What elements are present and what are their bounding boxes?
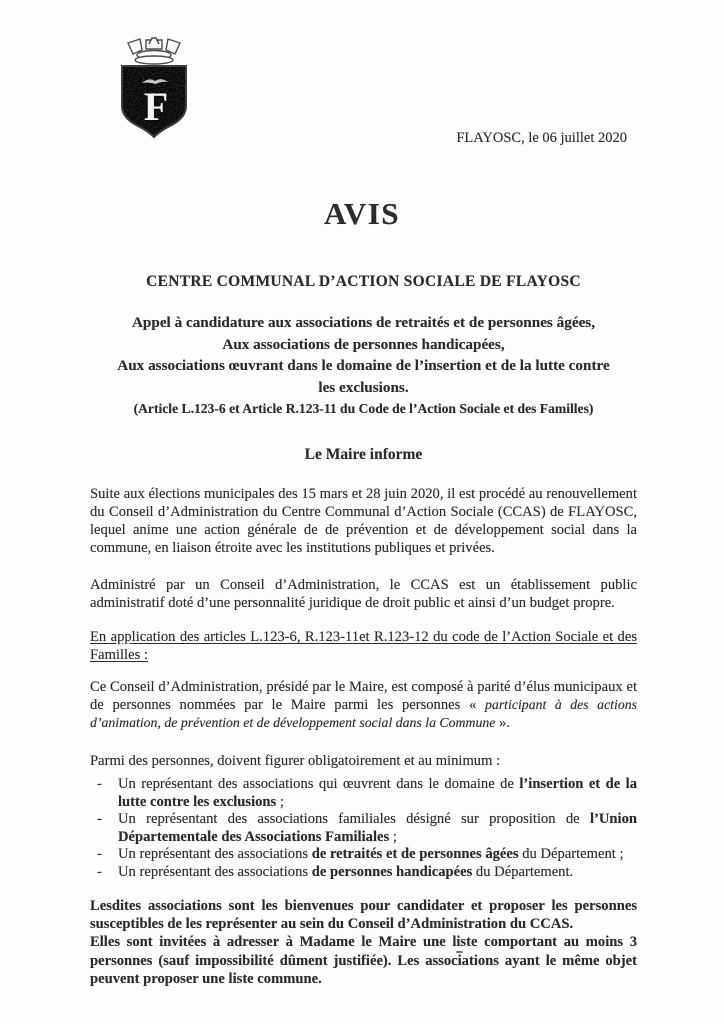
date-line: FLAYOSC, le 06 juillet 2020 bbox=[456, 130, 627, 146]
closing-paragraph-instructions: Elles sont invitées à adresser à Madame le Maire une liste comportant au moins 3 personnes (sauf impossibilité dûment justifiée). Les associations ayant le même objet peuvent proposer une liste commune. bbox=[90, 934, 637, 988]
call-heading bbox=[73, 312, 654, 398]
list-item-bold: de personnes handicapées bbox=[311, 863, 473, 880]
list-item-pre: Un représentant des associations qui œuvrent dans le domaine de bbox=[118, 776, 520, 792]
call-heading-line: Aux associations de personnes handicapées, bbox=[222, 335, 505, 353]
paragraph-text: ». bbox=[495, 715, 510, 731]
call-heading-line: les exclusions. bbox=[318, 378, 409, 396]
paragraph-text: Ce Conseil d’Administration, présidé par le Maire, est composé à parité d’élus municipaux et de personnes nommées par le Maire parmi les personnes « bbox=[90, 679, 637, 713]
dash-bullet: - bbox=[97, 776, 102, 792]
list-item-text bbox=[118, 864, 637, 882]
closing-paragraph-invitation: Lesdites associations sont les bienvenues pour candidater et proposer les personnes susceptibles de les représenter au sein du Conseil d’Administration du CCAS. bbox=[90, 897, 637, 932]
logo-letter: F bbox=[143, 84, 169, 129]
call-heading-line: Aux associations œuvrant dans le domaine de l’insertion et de la lutte contre bbox=[117, 357, 610, 374]
list-item-text bbox=[118, 776, 637, 811]
representatives-list bbox=[90, 776, 637, 882]
list-item-post: ; bbox=[389, 828, 397, 845]
closing-block bbox=[90, 897, 637, 989]
paragraph-council-composition bbox=[90, 678, 637, 732]
list-item bbox=[90, 864, 637, 882]
flayosc-coat-of-arms-logo bbox=[116, 36, 192, 140]
list-item-bold: l’Union Départementale des Associations Familiales bbox=[118, 811, 637, 845]
paragraph-administration: Administré par un Conseil d’Administration, le CCAS est un établissement public administratif doté d’une personnalité juridique de droit public et ainsi d’un budget propre. bbox=[90, 577, 637, 611]
shield-crest-icon bbox=[116, 36, 192, 140]
dash-bullet: - bbox=[97, 811, 102, 828]
section-heading: Le Maire informe bbox=[304, 446, 423, 463]
list-item-post: ; bbox=[276, 793, 284, 810]
dash-bullet: - bbox=[97, 863, 102, 880]
paragraph-elections: Suite aux élections municipales des 15 mars et 28 juin 2020, il est procédé au renouvellement du Conseil d’Administration du Centre Communal d’Action Sociale (CCAS) de FLAYOSC, lequel anime une action générale de de prévention et de développement social dans la commune, en liaison étroite avec les institutions publiques et privées. bbox=[90, 486, 637, 556]
article-reference: (Article L.123-6 et Article R.123-11 du Code de l’Action Sociale et des Familles) bbox=[133, 401, 594, 416]
list-item-pre: Un représentant des associations bbox=[118, 846, 312, 863]
list-item-post: du Département. bbox=[472, 863, 574, 880]
list-item-pre: Un représentant des associations familiales désigné sur proposition de bbox=[118, 811, 590, 828]
list-item bbox=[90, 811, 637, 846]
list-item-pre: Un représentant des associations bbox=[118, 863, 312, 880]
list-item-text bbox=[118, 811, 637, 846]
org-heading: CENTRE COMMUNAL D’ACTION SOCIALE DE FLAYOSC bbox=[146, 273, 581, 290]
paragraph-legal-reference: En application des articles L.123-6, R.123-11et R.123-12 du code de l’Action Sociale et des Familles : bbox=[90, 629, 637, 663]
dash-bullet: - bbox=[97, 846, 102, 863]
list-item bbox=[90, 776, 637, 811]
call-heading-line: Appel à candidature aux associations de retraités et de personnes âgées, bbox=[131, 314, 596, 331]
page-title: AVIS bbox=[323, 196, 401, 231]
list-item-bold: de retraités et de personnes âgées bbox=[311, 846, 519, 863]
list-item-post: du Département ; bbox=[518, 846, 624, 863]
quoted-italic-text: participant à des actions d’animation, de prévention et de développement social dans la Commune bbox=[90, 697, 637, 730]
paragraph-list-intro: Parmi des personnes, doivent figurer obligatoirement et au minimum : bbox=[90, 753, 501, 769]
list-item-bold: l’insertion et de la lutte contre les exclusions bbox=[118, 776, 638, 810]
scan-artifact-mark bbox=[456, 951, 463, 953]
list-item-text bbox=[118, 846, 637, 864]
list-item bbox=[90, 846, 637, 864]
